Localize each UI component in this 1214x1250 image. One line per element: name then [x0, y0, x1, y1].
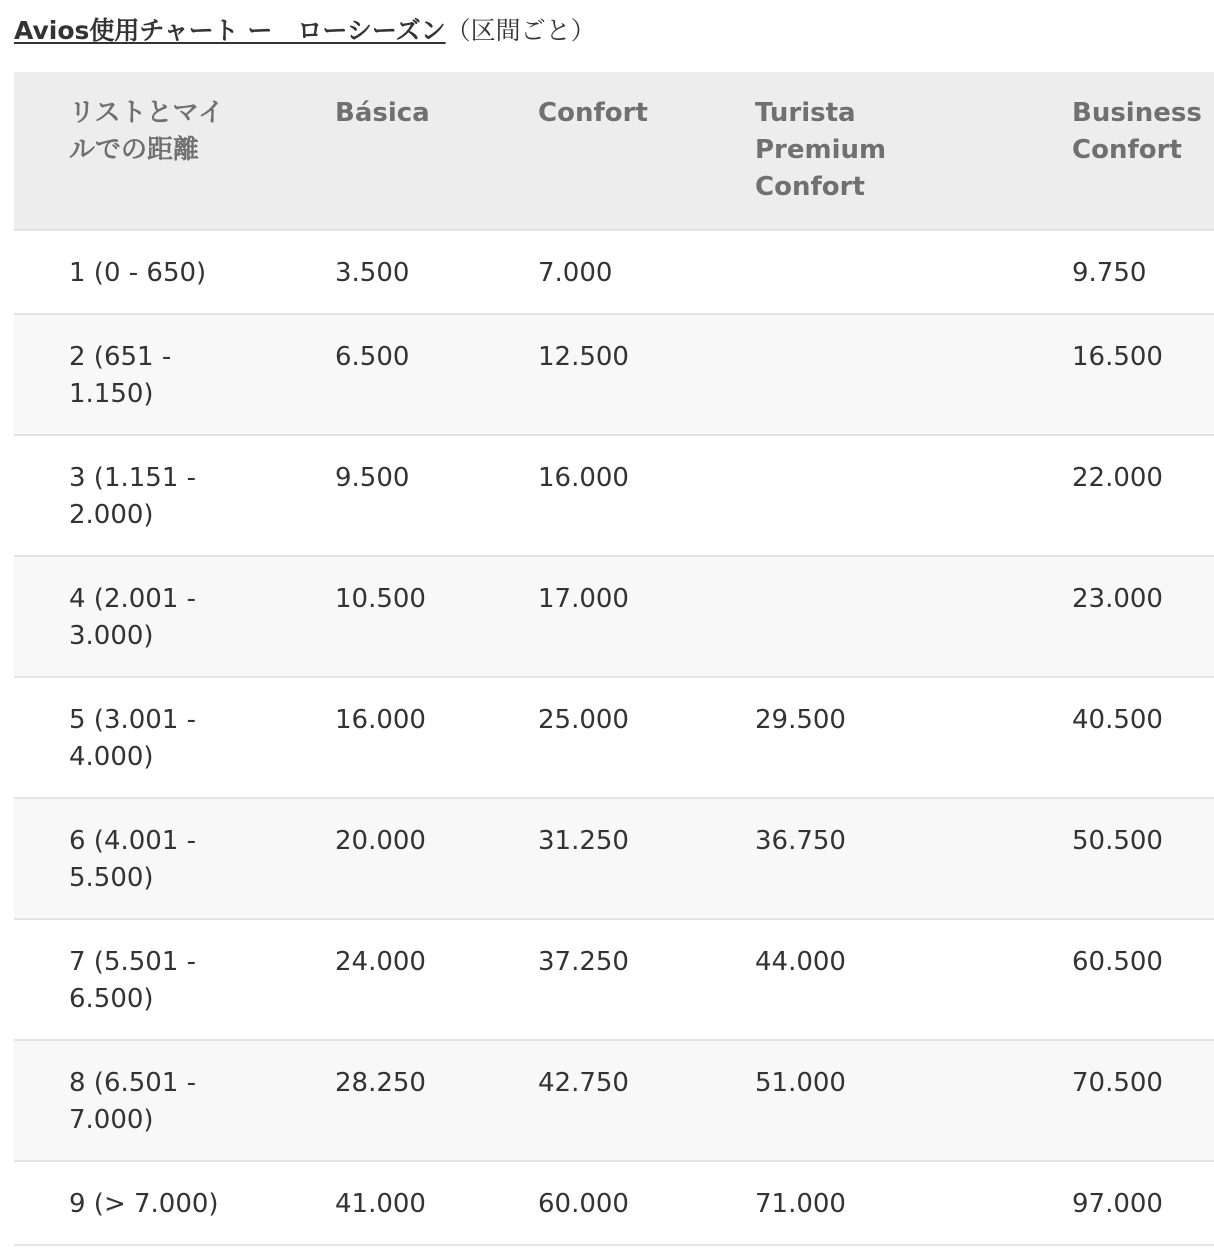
caption-title[interactable]: Avios使用チャート ー ローシーズン: [14, 16, 446, 45]
cell-business-confort: 9.750: [1072, 258, 1147, 288]
header-distance: リストとマイルでの距離: [69, 98, 224, 165]
header-turista-premium-confort: Turista Premium Confort: [755, 98, 887, 202]
table-row: [14, 1162, 1214, 1246]
cell-confort: 37.250: [538, 947, 629, 977]
cell-turista-premium-confort: 51.000: [755, 1068, 846, 1098]
cell-confort: 12.500: [538, 342, 629, 372]
cell-turista-premium-confort: 29.500: [755, 705, 846, 735]
cell-business-confort: 60.500: [1072, 947, 1163, 977]
table-row: [14, 799, 1214, 920]
cell-confort: 60.000: [538, 1189, 629, 1219]
cell-business-confort: 22.000: [1072, 463, 1163, 493]
cell-confort: 31.250: [538, 826, 629, 856]
cell-confort: 7.000: [538, 258, 613, 288]
cell-business-confort: 23.000: [1072, 584, 1163, 614]
caption-subtitle: （区間ごと）: [445, 16, 596, 45]
table-row: [14, 920, 1214, 1041]
cell-turista-premium-confort: 44.000: [755, 947, 846, 977]
table-row: [14, 231, 1214, 315]
table-row: [14, 315, 1214, 436]
cell-basica: 41.000: [335, 1189, 426, 1219]
cell-basica: 28.250: [335, 1068, 426, 1098]
cell-basica: 9.500: [335, 463, 410, 493]
header-business-confort: Business Confort: [1072, 98, 1202, 165]
cell-turista-premium-confort: 36.750: [755, 826, 846, 856]
header-basica: Básica: [335, 98, 430, 128]
header-confort: Confort: [538, 98, 648, 128]
cell-distance: 4 (2.001 - 3.000): [69, 584, 197, 651]
table-header-row: [14, 72, 1214, 231]
cell-confort: 16.000: [538, 463, 629, 493]
cell-business-confort: 40.500: [1072, 705, 1163, 735]
cell-business-confort: 97.000: [1072, 1189, 1163, 1219]
cell-basica: 20.000: [335, 826, 426, 856]
cell-basica: 10.500: [335, 584, 426, 614]
cell-turista-premium-confort: 71.000: [755, 1189, 846, 1219]
cell-business-confort: 50.500: [1072, 826, 1163, 856]
cell-distance: 9 (> 7.000): [69, 1189, 219, 1219]
table-caption: [14, 14, 596, 48]
cell-distance: 1 (0 - 650): [69, 258, 207, 288]
cell-distance: 5 (3.001 - 4.000): [69, 705, 197, 772]
cell-basica: 16.000: [335, 705, 426, 735]
cell-distance: 2 (651 - 1.150): [69, 342, 172, 409]
avios-chart-table: [14, 72, 1214, 1246]
cell-distance: 8 (6.501 - 7.000): [69, 1068, 197, 1135]
cell-basica: 3.500: [335, 258, 410, 288]
table-row: [14, 557, 1214, 678]
table-row: [14, 1041, 1214, 1162]
cell-distance: 7 (5.501 - 6.500): [69, 947, 197, 1014]
cell-basica: 24.000: [335, 947, 426, 977]
table-row: [14, 678, 1214, 799]
table-row: [14, 436, 1214, 557]
cell-distance: 6 (4.001 - 5.500): [69, 826, 197, 893]
cell-business-confort: 16.500: [1072, 342, 1163, 372]
cell-business-confort: 70.500: [1072, 1068, 1163, 1098]
cell-confort: 17.000: [538, 584, 629, 614]
cell-confort: 25.000: [538, 705, 629, 735]
cell-basica: 6.500: [335, 342, 410, 372]
cell-distance: 3 (1.151 - 2.000): [69, 463, 197, 530]
cell-confort: 42.750: [538, 1068, 629, 1098]
